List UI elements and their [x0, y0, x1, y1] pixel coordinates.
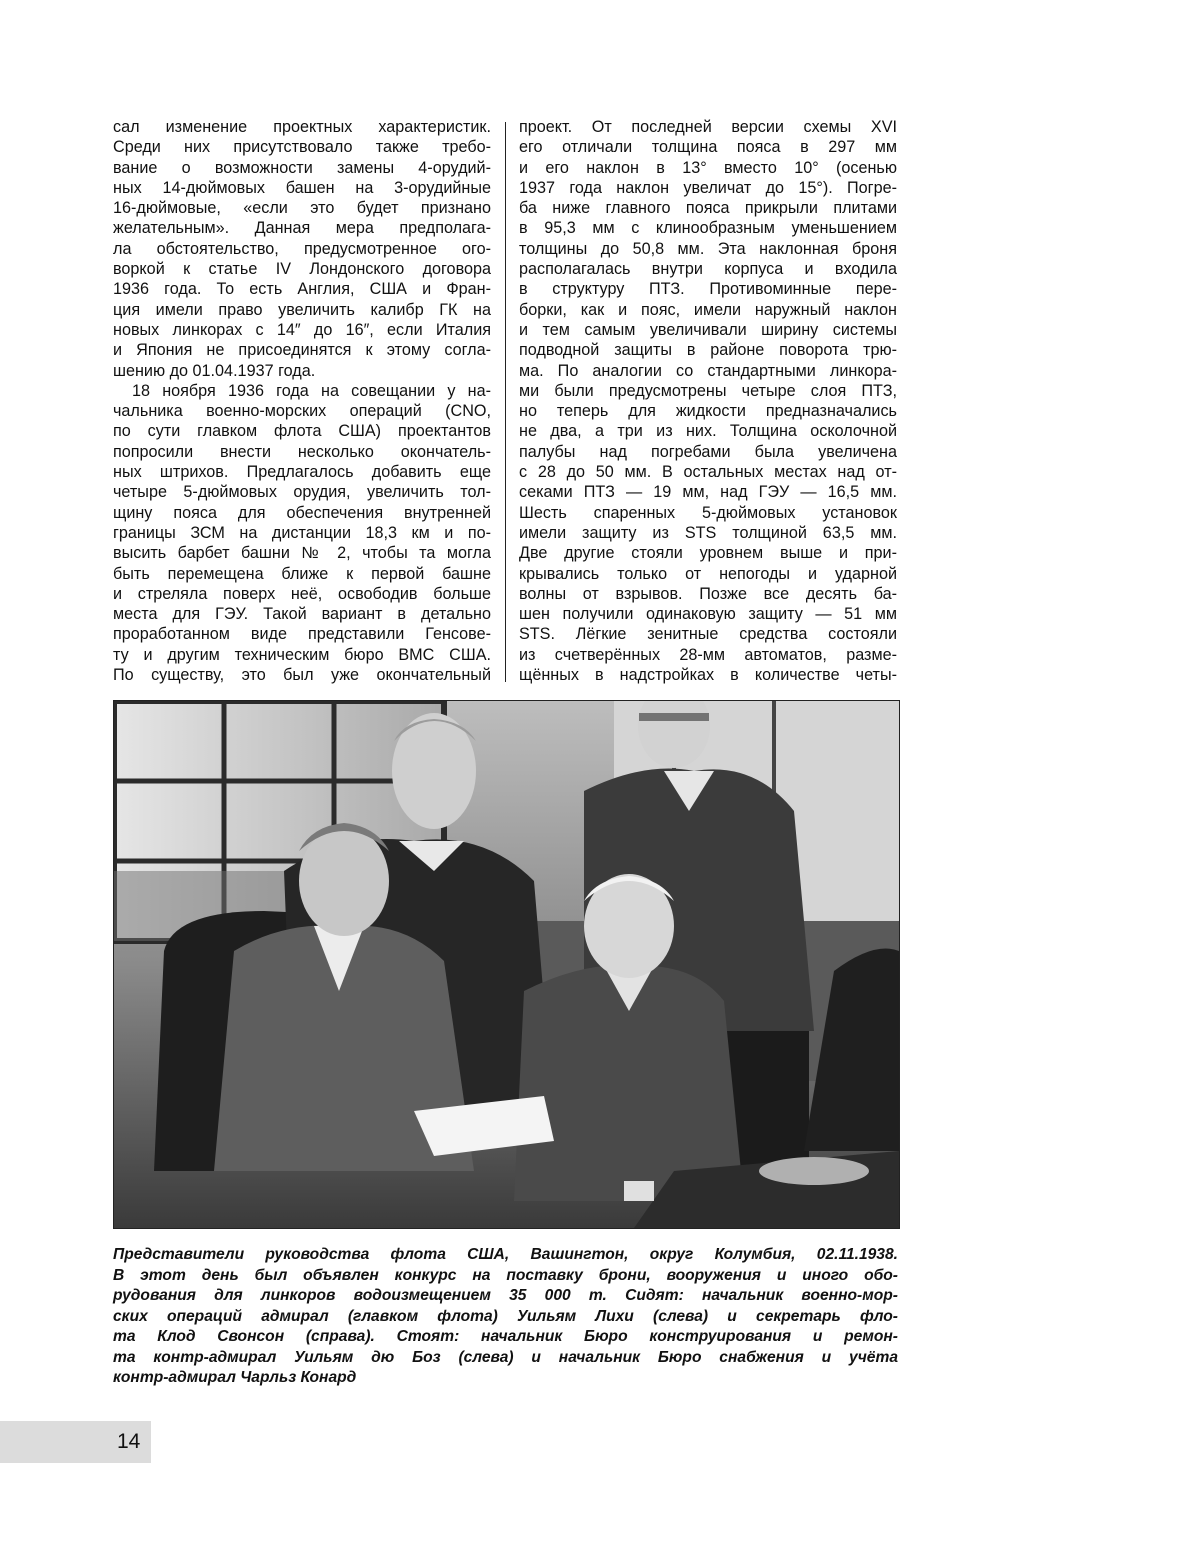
text-line: места для ГЭУ. Такой вариант в детально	[113, 605, 491, 624]
archival-photo	[113, 700, 900, 1229]
text-line: проработанном виде представили Генсове-	[113, 625, 491, 644]
text-line: по сути главком флота США) проектантов	[113, 422, 491, 441]
text-line: 16-дюймовые, «если это будет признано	[113, 199, 491, 218]
text-line: не два, а три из них. Толщина осколочной	[519, 422, 897, 441]
text-line: ма. По аналогии со стандартными линкора-	[519, 361, 897, 380]
caption-line: Представители руководства флота США, Вашингтон, округ Колумбия, 02.11.1938.	[113, 1246, 898, 1263]
text-line: 1937 года наклон увеличат до 15°). Погре-	[519, 178, 897, 197]
text-line: в 95,3 мм с клинообразным уменьшением	[519, 219, 897, 238]
text-line: новых линкорах с 14″ до 16″, если Италия	[113, 320, 491, 339]
text-line: ба ниже главного пояса прикрыли плитами	[519, 199, 897, 218]
text-line: с 28 до 50 мм. В остальных местах над от-	[519, 463, 897, 482]
text-line: воркой к статье IV Лондонского договора	[113, 260, 491, 279]
caption-line: та Клод Свонсон (справа). Стоят: начальник Бюро конструирования и ремон-	[113, 1328, 898, 1345]
text-line: подводной защиты в районе поворота трю-	[519, 341, 897, 360]
text-line: сал изменение проектных характеристик.	[113, 118, 491, 136]
column-divider	[505, 122, 506, 682]
text-line: ту и другим техническим бюро ВМС США.	[113, 645, 491, 664]
caption-line: контр-адмирал Чарльз Конард	[113, 1369, 357, 1386]
text-line: Две другие стояли уровнем выше и при-	[519, 544, 897, 563]
ashtray	[759, 1157, 869, 1185]
text-line: в структуру ПТЗ. Противоминные пере-	[519, 280, 897, 299]
text-line: шен получили одинаковую защиту — 51 мм	[519, 605, 897, 624]
text-line: но теперь для жидкости предназначались	[519, 402, 897, 421]
caption-line: ских операций адмирал (главком флота) Уильям Лихи (слева) и секретарь фло-	[113, 1307, 898, 1325]
text-line: толщины до 50,8 мм. Эта наклонная броня	[519, 239, 897, 258]
text-line: и тем самым увеличивали ширину системы	[519, 320, 897, 339]
text-line: высить барбет башни № 2, чтобы та могла	[113, 544, 491, 563]
text-line: Шесть спаренных 5-дюймовых установок	[519, 503, 897, 522]
text-line: секами ПТЗ — 19 мм, над ГЭУ — 16,5 мм.	[519, 483, 897, 502]
text-line: щённых в надстройках в количестве четы-	[519, 666, 897, 685]
text-line: ция имели право увеличить калибр ГК на	[113, 300, 491, 319]
page-number: 14	[117, 1430, 141, 1453]
text-line: четыре 5-дюймовых орудия, увеличить тол-	[113, 483, 491, 502]
text-line: 1936 года. То есть Англия, США и Фран-	[113, 280, 491, 299]
text-line: быть перемещена ближе к первой башне	[113, 564, 491, 583]
text-line: границы ЗСМ на дистанции 18,3 км и по-	[113, 523, 491, 542]
text-line: ных штрихов. Предлагалось добавить еще	[113, 463, 491, 482]
text-line: и стреляла поверх неё, освободив больше	[113, 584, 491, 603]
text-line: имели защиту из STS толщиной 63,5 мм.	[519, 523, 897, 542]
text-line: Среди них присутствовало также требо-	[113, 138, 491, 157]
photo-illustration	[114, 701, 899, 1228]
text-line: По существу, это был уже окончательный	[113, 666, 491, 685]
text-line: желательным». Данная мера предполага-	[113, 219, 491, 238]
text-line: чальника военно-морских операций (CNO,	[113, 402, 491, 421]
text-line: и его наклон в 13° вместо 10° (осенью	[519, 158, 897, 177]
text-column-left	[113, 117, 491, 685]
caption-line: рудования для линкоров водоизмещением 35 000 т. Сидят: начальник военно-мор-	[113, 1287, 898, 1304]
text-line: его отличали толщина пояса в 297 мм	[519, 138, 897, 157]
caption-line: та контр-адмирал Уильям дю Боз (слева) и начальник Бюро снабжения и учёта	[113, 1348, 898, 1366]
text-line: палубы над погребами была увеличена	[519, 442, 897, 461]
text-line: 18 ноября 1936 года на совещании у на-	[132, 381, 491, 400]
text-line: и Япония не присоединятся к этому согла-	[113, 341, 491, 360]
text-column-right	[519, 117, 897, 685]
text-line: шению до 01.04.1937 года.	[113, 361, 316, 380]
text-line: попросили внести несколько окончатель-	[113, 442, 491, 461]
text-line: ми были предусмотрены четыре слоя ПТЗ,	[519, 381, 897, 400]
text-line: проект. От последней версии схемы XVI	[519, 118, 897, 136]
text-line: щину пояса для обеспечения внутренней	[113, 503, 491, 522]
text-line: STS. Лёгкие зенитные средства состояли	[519, 625, 897, 644]
caption-line: В этот день был объявлен конкурс на поставку брони, вооружения и иного обо-	[113, 1266, 898, 1284]
photo-caption	[113, 1245, 898, 1389]
text-line: ных 14-дюймовых башен на 3-орудийные	[113, 178, 491, 197]
text-line: располагалась внутри корпуса и входила	[519, 260, 897, 279]
text-line: борки, как и пояс, имели наружный наклон	[519, 300, 897, 319]
text-line: волны от взрывов. Позже все десять ба-	[519, 584, 897, 603]
text-line: ла обстоятельство, предусмотренное ого-	[113, 239, 491, 258]
text-line: из счетверённых 28-мм автоматов, разме-	[519, 645, 897, 664]
text-line: вание о возможности замены 4-орудий-	[113, 158, 491, 177]
text-line: крывались только от непогоды и ударной	[519, 564, 897, 583]
